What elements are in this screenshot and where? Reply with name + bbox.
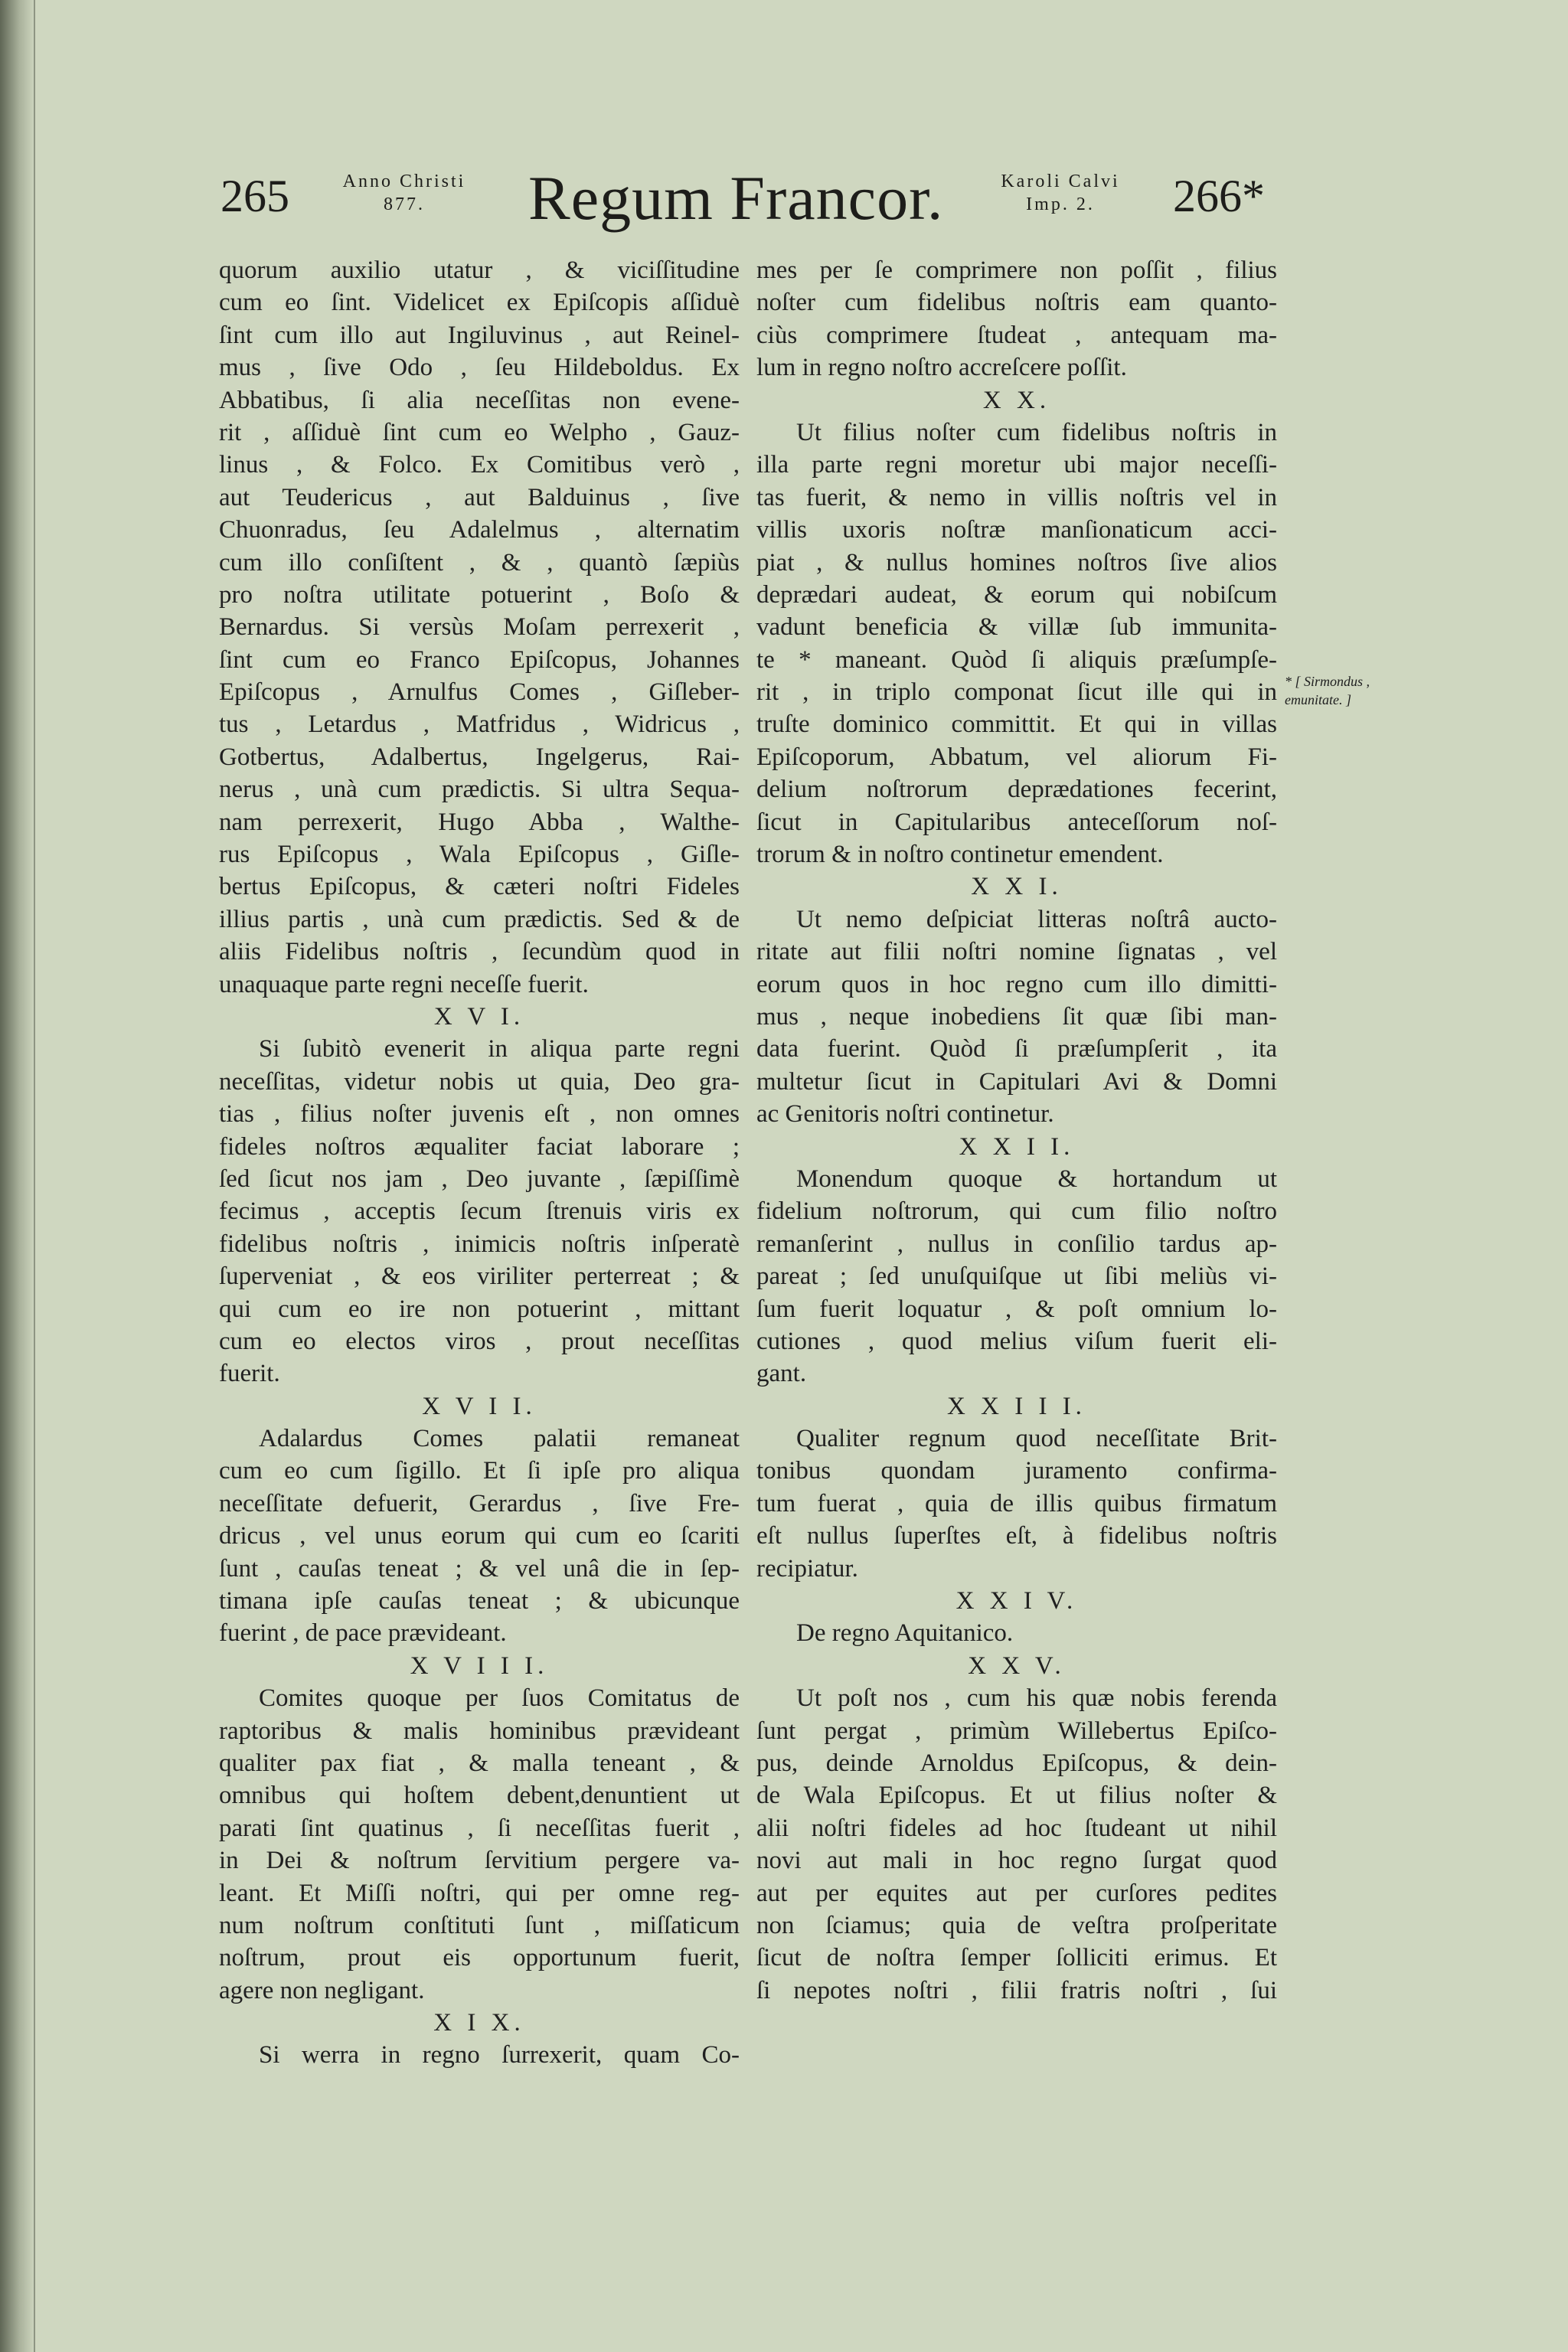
right-column-line: truſte dominico committit. Et qui in villas xyxy=(756,710,1277,739)
right-column-line: eſt nullus ſuperſtes eſt, à fidelibus noſtris xyxy=(756,1522,1277,1550)
section-heading: X X I V. xyxy=(956,1587,1078,1615)
left-column-line: nam perrexerit, Hugo Abba , Walthe- xyxy=(219,808,740,836)
left-column-line: nerus , unà cum prædictis. Si ultra Sequa- xyxy=(219,776,740,804)
right-column-line: mes per ſe comprimere non poſſit , filius xyxy=(756,256,1277,284)
right-column-line: delium noſtrorum deprædationes fecerint, xyxy=(756,776,1277,804)
page-number-right: 266* xyxy=(1173,171,1265,221)
left-column-line: cum eo electos viros , prout neceſſitas xyxy=(219,1327,740,1355)
left-column-line: in Dei & noſtrum ſervitium pergere va- xyxy=(219,1847,740,1875)
right-column-line: mus , neque inobediens ſit quæ ſibi man- xyxy=(756,1002,1277,1031)
right-column-line: vadunt beneficia & villæ ſub immunita- xyxy=(756,613,1277,642)
left-column-line: num noſtrum conſtituti ſunt , miſſaticum xyxy=(219,1911,740,1939)
left-column-line: rus Epiſcopus , Wala Epiſcopus , Giſle- xyxy=(219,841,740,869)
section-heading: X X I. xyxy=(971,873,1063,901)
right-column-line: Ut nemo deſpiciat litteras noſtrâ aucto- xyxy=(796,905,1277,933)
right-column-line: Qualiter regnum quod neceſſitate Brit- xyxy=(796,1425,1277,1453)
left-column-line: Abbatibus, ſi alia neceſſitas non evene- xyxy=(219,386,740,414)
page-number-left: 265 xyxy=(220,171,289,221)
right-column-line: ſunt pergat , primùm Willebertus Epiſco- xyxy=(756,1717,1277,1745)
left-column-line: noſtrum, prout eis opportunum fuerit, xyxy=(219,1944,740,1972)
right-column-line: multetur ſicut in Capitulari Avi & Domni xyxy=(756,1067,1277,1096)
left-column-line: cum eo ſint. Videlicet ex Epiſcopis aſſiduè xyxy=(219,289,740,317)
right-column-line: ac Genitoris noſtri continetur. xyxy=(756,1100,1054,1129)
section-heading: X V I. xyxy=(433,1002,525,1031)
section-heading: X V I I I. xyxy=(410,1651,549,1680)
right-column-line: tonibus quondam juramento confirma- xyxy=(756,1457,1277,1485)
right-column-line: noſter cum fidelibus noſtris eam quanto- xyxy=(756,289,1277,317)
right-column-line: non ſciamus; quia de veſtra proſperitate xyxy=(756,1911,1277,1939)
left-column-line: illius partis , unà cum prædictis. Sed & de xyxy=(219,905,740,933)
right-column-line: data fuerint. Quòd ſi præſumpſerit , ita xyxy=(756,1035,1277,1063)
margin-note: * [ Sirmondus , emunitate. ] xyxy=(1285,674,1370,707)
left-column-line: fecimus , acceptis ſecum ſtrenuis viris ex xyxy=(219,1197,740,1226)
right-column-line: illa parte regni moretur ubi major neceſſi- xyxy=(756,451,1277,479)
left-column-line: fuerint , de pace prævideant. xyxy=(219,1619,507,1648)
left-column-line: Adalardus Comes palatii remaneat xyxy=(259,1425,740,1453)
right-column-line: Monendum quoque & hortandum ut xyxy=(796,1165,1277,1193)
right-column-line: ſum fuerit loquatur , & poſt omnium lo- xyxy=(756,1295,1277,1323)
left-column-line: Si werra in regno ſurrexerit, quam Co- xyxy=(259,2041,740,2069)
right-column-line: ciùs comprimere ſtudeat , antequam ma- xyxy=(756,321,1277,349)
left-column-line: cum eo cum ſigillo. Et ſi ipſe pro aliqua xyxy=(219,1457,740,1485)
right-column-line: ritate aut filii noſtri nomine ſignatas , vel xyxy=(756,938,1277,966)
right-text-column xyxy=(756,254,1277,2007)
left-column-line: timana ipſe cauſas teneat ; & ubicunque xyxy=(219,1587,740,1615)
right-column-line: tum fuerat , quia de illis quibus firmatum xyxy=(756,1489,1277,1517)
right-column-line: aut per equites aut per curſores pedites xyxy=(756,1879,1277,1907)
left-column-line: parati ſint quatinus , ſi neceſſitas fuerit , xyxy=(219,1814,740,1842)
left-column-line: rit , aſſiduè ſint cum eo Welpho , Gauz- xyxy=(219,418,740,446)
left-column-line: Comites quoque per ſuos Comitatus de xyxy=(259,1684,740,1713)
right-column-line: cutiones , quod melius viſum fuerit eli- xyxy=(756,1327,1277,1355)
right-column-line: tas fuerit, & nemo in villis noſtris vel in xyxy=(756,483,1277,511)
emperor-value: Imp. 2. xyxy=(1026,194,1095,214)
right-column-line: gant. xyxy=(756,1360,807,1388)
left-column-line: agere non negligant. xyxy=(219,1976,425,2004)
left-column-line: leant. Et Miſſi noſtri, qui per omne reg- xyxy=(219,1879,740,1907)
right-column-line: lum in regno noſtro accreſcere poſſit. xyxy=(756,354,1127,382)
left-text-column xyxy=(219,254,740,2072)
left-column-line: ſuperveniat , & eos viriliter perterreat ; & xyxy=(219,1263,740,1291)
left-column-line: cum illo conſiſtent , & , quantò ſæpiùs xyxy=(219,548,740,577)
year-value: 877. xyxy=(384,194,425,214)
right-column-line: Ut filius noſter cum fidelibus noſtris in xyxy=(796,418,1277,446)
right-column-line: recipiatur. xyxy=(756,1554,858,1583)
book-gutter xyxy=(0,0,35,2352)
left-column-line: neceſſitate defuerit, Gerardus , ſive Fre- xyxy=(219,1489,740,1517)
left-column-line: omnibus qui hoſtem debent,denuntient ut xyxy=(219,1782,740,1810)
left-column-line: mus , ſive Odo , ſeu Hildeboldus. Ex xyxy=(219,354,740,382)
right-column-line: fidelium noſtrorum, qui cum filio noſtro xyxy=(756,1197,1277,1226)
right-column-line: novi aut mali in hoc regno ſurgat quod xyxy=(756,1847,1277,1875)
running-title: Regum Francor. xyxy=(528,163,944,233)
emperor-label: Karoli Calvi xyxy=(1001,172,1120,191)
right-column-line: rit , in triplo componat ſicut ille qui in xyxy=(756,678,1277,707)
left-column-line: qui cum eo ire non potuerint , mittant xyxy=(219,1295,740,1323)
left-column-line: fuerit. xyxy=(219,1360,280,1388)
right-column-line: deprædari audeat, & eorum qui nobiſcum xyxy=(756,580,1277,609)
right-column-line: Ut poſt nos , cum his quæ nobis ferenda xyxy=(796,1684,1277,1713)
right-column-line: trorum & in noſtro continetur emendent. xyxy=(756,841,1164,869)
year-label: Anno Christi xyxy=(342,172,466,191)
left-column-line: pro noſtra utilitate potuerint , Boſo & xyxy=(219,580,740,609)
left-column-line: Chuonradus, ſeu Adalelmus , alternatim xyxy=(219,516,740,544)
gutter-edge xyxy=(34,0,35,2352)
left-column-line: unaquaque parte regni neceſſe fuerit. xyxy=(219,970,589,998)
right-column-line: de Wala Epiſcopus. Et ut filius noſter & xyxy=(756,1782,1277,1810)
right-column-line: piat , & nullus homines noſtros ſive alios xyxy=(756,548,1277,577)
left-column-line: Gotbertus, Adalbertus, Ingelgerus, Rai- xyxy=(219,743,740,771)
left-column-line: Bernardus. Si versùs Moſam perrexerit , xyxy=(219,613,740,642)
right-column-line: te * maneant. Quòd ſi aliquis præſumpſe- xyxy=(756,645,1277,674)
left-column-line: ſed ſicut nos jam , Deo juvante , ſæpiſſimè xyxy=(219,1165,740,1193)
left-column-line: neceſſitas, videtur nobis ut quia, Deo gra- xyxy=(219,1067,740,1096)
section-heading: X X I I. xyxy=(959,1132,1075,1161)
right-column-line: Epiſcoporum, Abbatum, vel aliorum Fi- xyxy=(756,743,1277,771)
left-column-line: raptoribus & malis hominibus prævideant xyxy=(219,1717,740,1745)
left-column-line: tus , Letardus , Matfridus , Widricus , xyxy=(219,710,740,739)
left-column-line: bertus Epiſcopus, & cæteri noſtri Fideles xyxy=(219,873,740,901)
section-heading: X X. xyxy=(982,386,1051,414)
left-column-line: Si ſubitò evenerit in aliqua parte regni xyxy=(259,1035,740,1063)
section-heading: X X V. xyxy=(968,1651,1066,1680)
right-column-line: remanſerint , nullus in conſilio tardus ap- xyxy=(756,1230,1277,1258)
right-column-line: De regno Aquitanico. xyxy=(796,1619,1014,1648)
right-column-line: pareat ; ſed unuſquiſque ut ſibi meliùs vi- xyxy=(756,1263,1277,1291)
section-heading: X V I I. xyxy=(422,1392,537,1420)
section-heading: X I X. xyxy=(433,2009,525,2037)
year-heading xyxy=(320,170,488,216)
right-column-line: eorum quos in hoc regno cum illo dimitti- xyxy=(756,970,1277,998)
right-column-line: villis uxoris noſtræ manſionaticum acci- xyxy=(756,516,1277,544)
section-heading: X X I I I. xyxy=(947,1392,1086,1420)
right-column-line: ſi nepotes noſtri , filii fratris noſtri , ſui xyxy=(756,1976,1277,2004)
right-column-line: alii noſtri fideles ad hoc ſtudeant ut nihil xyxy=(756,1814,1277,1842)
left-column-line: tias , filius noſter juvenis eſt , non omnes xyxy=(219,1100,740,1129)
left-column-line: linus , & Folco. Ex Comitibus verò , xyxy=(219,451,740,479)
left-column-line: dricus , vel unus eorum qui cum eo ſcariti xyxy=(219,1522,740,1550)
left-column-line: ſint cum eo Franco Epiſcopus, Johannes xyxy=(219,645,740,674)
left-column-line: ſint cum illo aut Ingiluvinus , aut Reinel- xyxy=(219,321,740,349)
left-column-line: qualiter pax fiat , & malla teneant , & xyxy=(219,1749,740,1777)
left-column-line: fidelibus noſtris , inimicis noſtris inſperatè xyxy=(219,1230,740,1258)
right-column-line: pus, deinde Arnoldus Epiſcopus, & dein- xyxy=(756,1749,1277,1777)
left-column-line: aliis Fidelibus noſtris , ſecundùm quod in xyxy=(219,938,740,966)
left-column-line: ſunt , cauſas teneat ; & vel unâ die in ſep- xyxy=(219,1554,740,1583)
left-column-line: aut Teudericus , aut Balduinus , ſive xyxy=(219,483,740,511)
left-column-line: Epiſcopus , Arnulfus Comes , Giſleber- xyxy=(219,678,740,707)
left-column-line: fideles noſtros æqualiter faciat laborare ; xyxy=(219,1132,740,1161)
emperor-heading xyxy=(972,170,1148,216)
right-column-line: ſicut in Capitularibus anteceſſorum noſ- xyxy=(756,808,1277,836)
left-column-line: quorum auxilio utatur , & viciſſitudine xyxy=(219,256,740,284)
right-column-line: ſicut de noſtra ſemper ſolliciti erimus. Et xyxy=(756,1944,1277,1972)
